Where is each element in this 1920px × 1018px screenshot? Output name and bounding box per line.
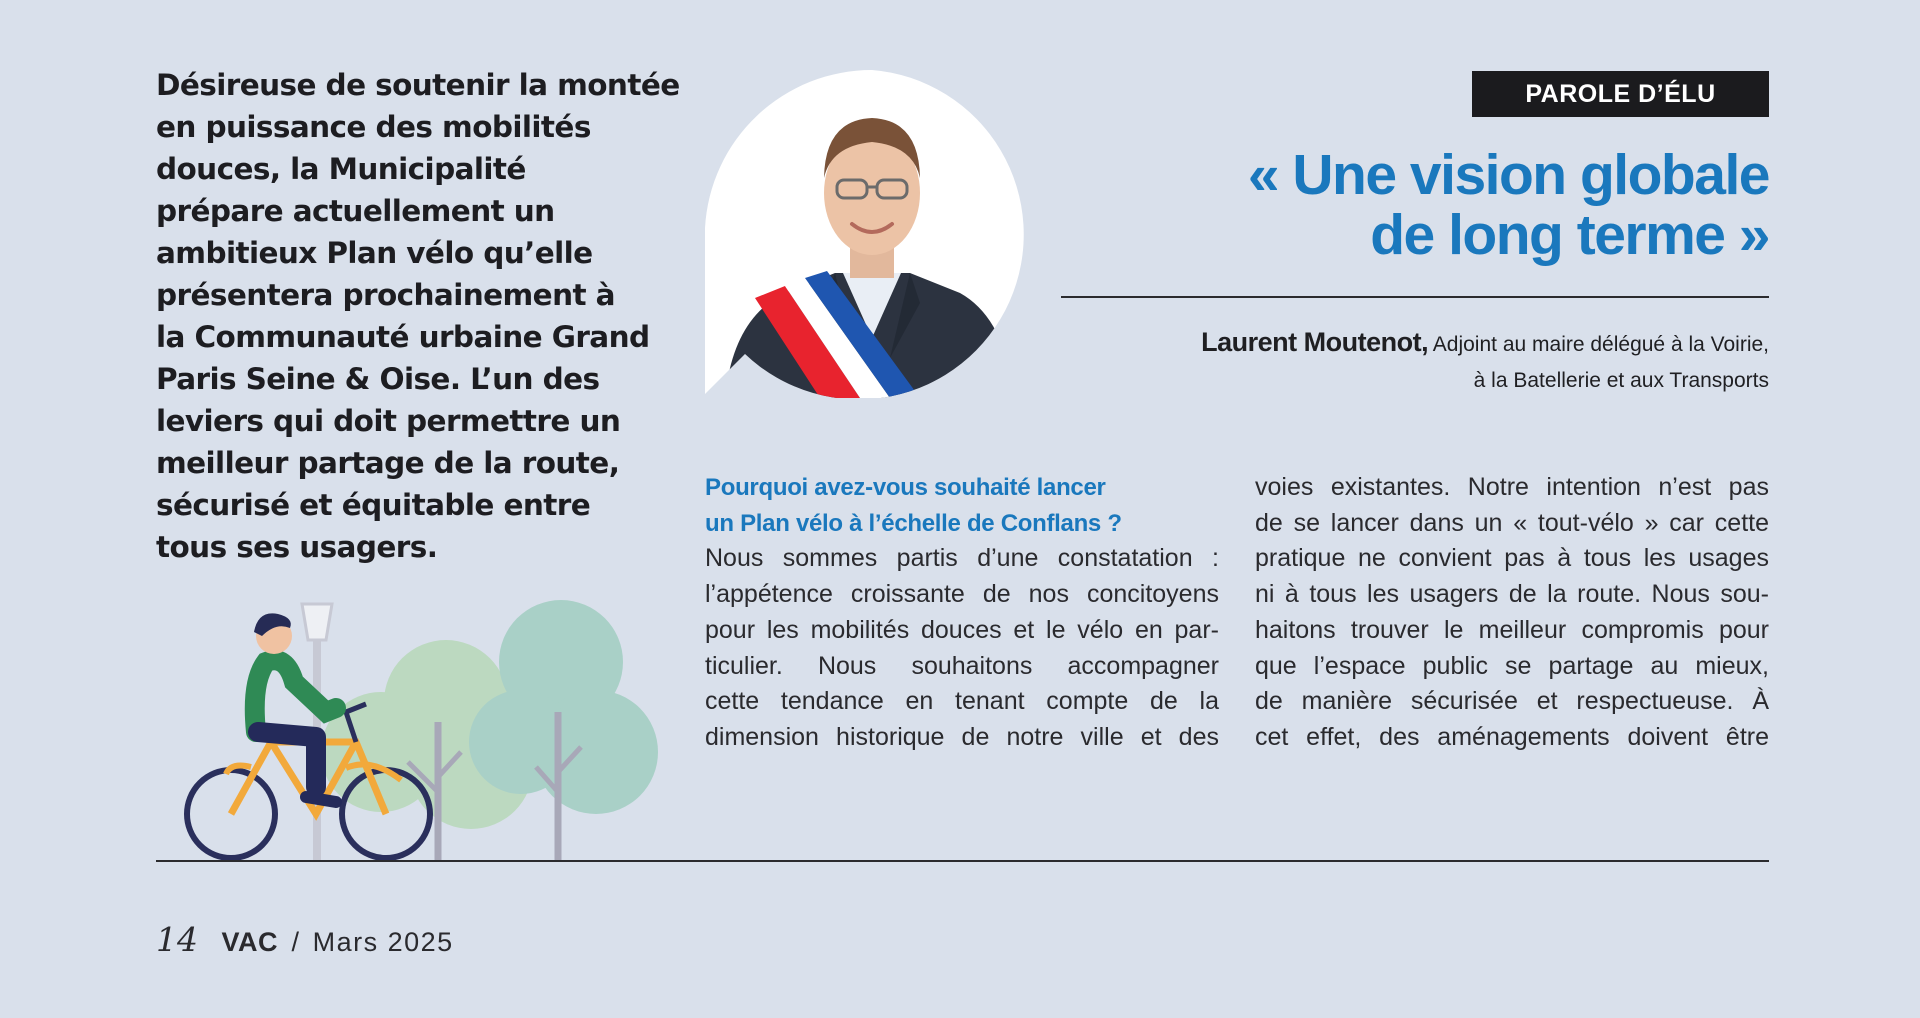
lead-line: en puissance des mobilités	[156, 110, 591, 144]
lead-line: Paris Seine & Oise. L’un des	[156, 362, 600, 396]
lead-line: la Communauté urbaine Grand	[156, 320, 650, 354]
answer-line: ticulier. Nous souhaitons accompagner	[705, 651, 1219, 680]
lead-line: ambitieux Plan vélo qu’elle	[156, 236, 593, 270]
lead-line: prépare actuellement un	[156, 194, 555, 228]
article-title	[1049, 145, 1769, 265]
lead-line: tous ses usagers.	[156, 530, 438, 564]
answer-line: cette tendance en tenant compte de la	[705, 687, 1219, 716]
answer-line: de manière sécurisée et respectueuse. À	[1255, 687, 1769, 716]
lead-line: leviers qui doit permettre un	[156, 404, 621, 438]
interview-question: Pourquoi avez-vous souhaité lancer	[705, 474, 1106, 501]
lead-line: douces, la Municipalité	[156, 152, 526, 186]
answer-line: pratique ne convient pas à tous les usages	[1255, 544, 1769, 573]
author-role: Adjoint au maire délégué à la Voirie,	[1432, 333, 1769, 356]
byline	[1069, 324, 1769, 399]
answer-line: Nous sommes partis d’une constatation :	[705, 544, 1219, 573]
lead-line: sécurisé et équitable entre	[156, 488, 591, 522]
portrait-photo	[705, 68, 1039, 398]
issue-date: Mars 2025	[312, 927, 454, 957]
lead-line: présentera prochainement à	[156, 278, 615, 312]
answer-line: ni à tous les usagers de la route. Nous sou-	[1255, 580, 1769, 609]
section-badge: PAROLE D’ÉLU	[1472, 71, 1769, 117]
answer-line: pour les mobilités douces et le vélo en par-	[705, 615, 1219, 644]
footer-divider	[156, 860, 1769, 862]
cyclist-illustration	[176, 592, 660, 864]
author-role-continued: à la Batellerie et aux Transports	[1473, 369, 1769, 392]
answer-line: voies existantes. Notre intention n’est pas	[1255, 473, 1769, 501]
title-divider	[1061, 296, 1769, 298]
author-name: Laurent Moutenot,	[1201, 327, 1429, 357]
answer-line: l’appétence croissante de nos concitoyens	[705, 580, 1219, 609]
answer-line: de se lancer dans un « tout-vélo » car cette	[1255, 508, 1769, 537]
lead-line: Désireuse de soutenir la montée	[156, 68, 680, 102]
lead-line: meilleur partage de la route,	[156, 446, 620, 480]
footer-separator: /	[291, 927, 300, 957]
interview-column-2	[1255, 470, 1769, 756]
page-footer	[156, 920, 454, 959]
page-number: 14	[156, 920, 198, 959]
answer-line: haitons trouver le meilleur compromis pour	[1255, 615, 1769, 644]
answer-line: que l’espace public se partage au mieux,	[1255, 651, 1769, 680]
interview-question: un Plan vélo à l’échelle de Conflans ?	[705, 509, 1122, 537]
answer-line: dimension historique de notre ville et des	[705, 722, 1219, 751]
title-line: de long terme »	[1370, 203, 1769, 267]
title-line: « Une vision globale	[1247, 143, 1769, 207]
interview-column-1	[705, 470, 1219, 756]
lead-paragraph	[156, 64, 680, 568]
magazine-name: VAC	[221, 927, 279, 957]
answer-line: cet effet, des aménagements doivent être	[1255, 722, 1769, 751]
